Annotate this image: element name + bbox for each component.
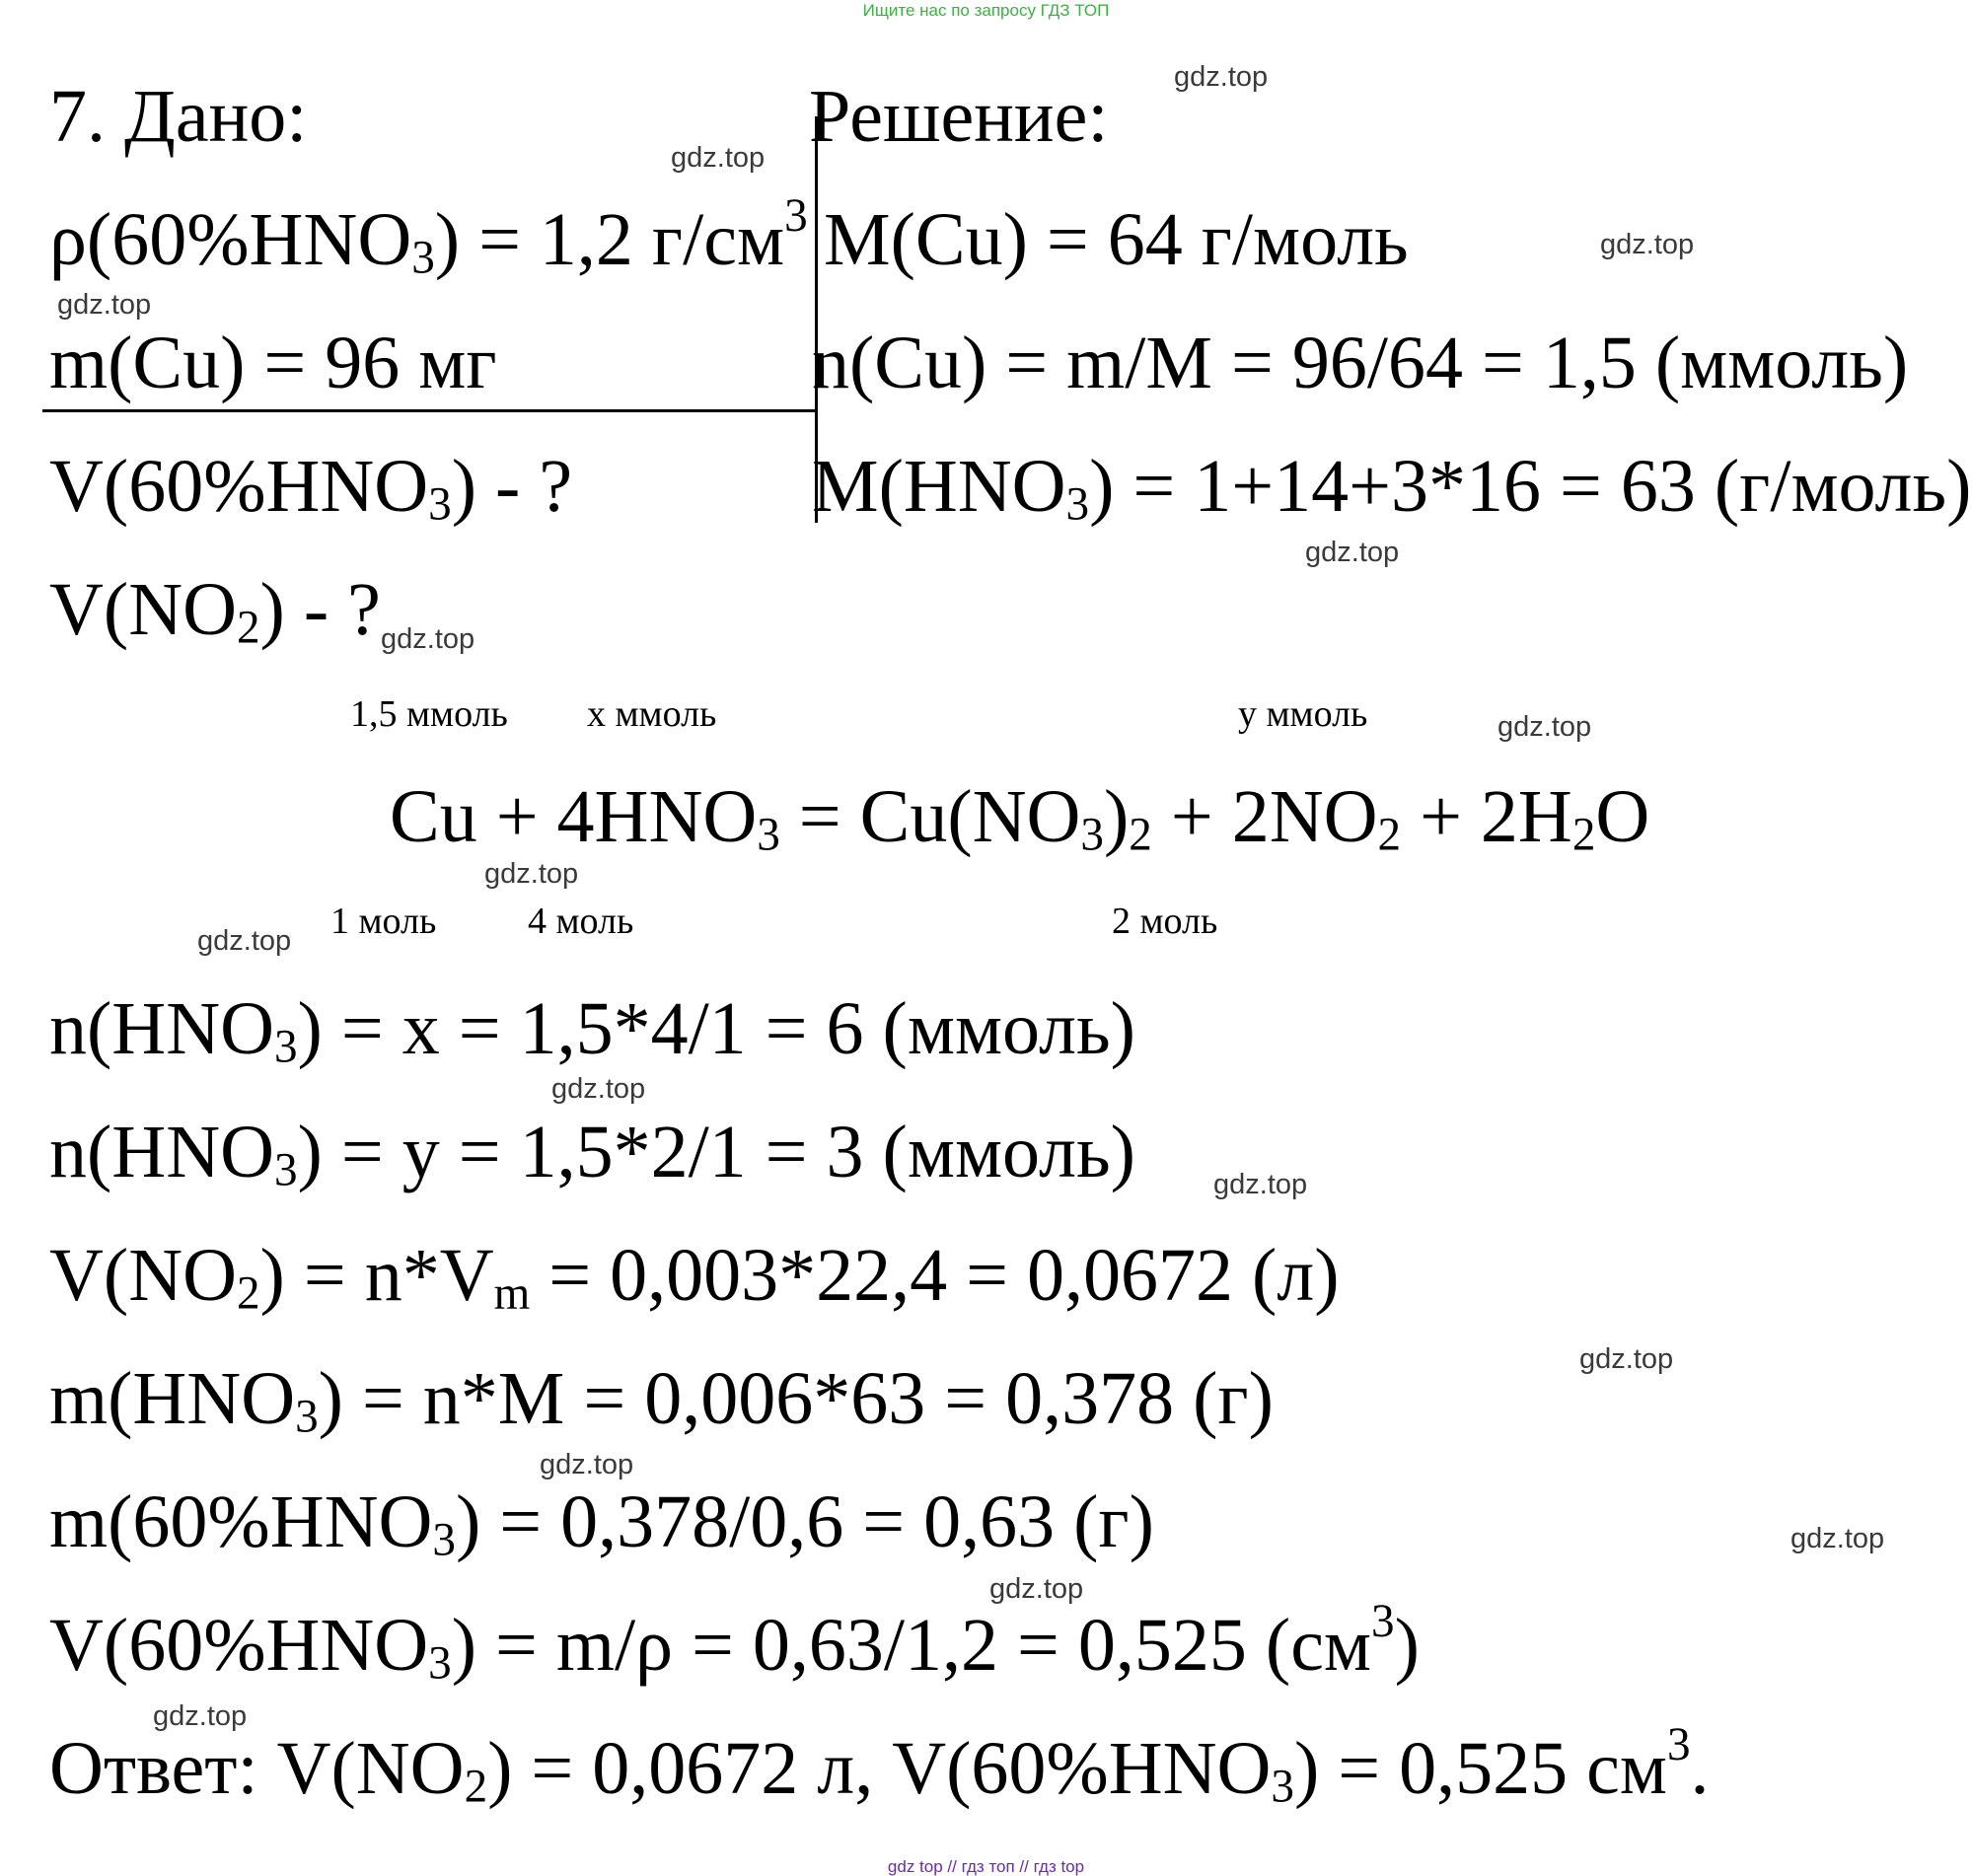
top-banner: Ищите нас по запросу ГДЗ ТОП — [862, 1, 1110, 20]
answer-part: ) = 0,0672 л, V(60%HNO — [487, 1727, 1272, 1810]
calc-line-mass-hno3 — [49, 1357, 1274, 1443]
reaction-equation — [390, 775, 1650, 861]
watermark: gdz.top — [381, 623, 475, 655]
answer-part: ) = 0,525 см — [1293, 1727, 1667, 1810]
superscript: 3 — [1666, 1719, 1691, 1771]
watermark: gdz.top — [1174, 61, 1269, 93]
solution-molar-cu: M(Cu) = 64 г/моль — [824, 198, 1409, 281]
watermark: gdz.top — [484, 858, 579, 890]
watermark: gdz.top — [57, 289, 152, 321]
calc-line-volume-solution — [49, 1596, 1420, 1690]
equation-part: = Cu(NO — [779, 775, 1081, 858]
equation-below-cu: 1 моль — [330, 901, 437, 942]
subscript: 3 — [273, 1021, 298, 1073]
solution-molar-hno3 — [812, 445, 1972, 531]
watermark: gdz.top — [153, 1700, 248, 1732]
watermark: gdz.top — [540, 1449, 634, 1480]
subscript: 3 — [757, 809, 780, 861]
subscript: 3 — [295, 1391, 319, 1443]
watermark: gdz.top — [551, 1073, 646, 1105]
calc-part: m(60%HNO — [49, 1480, 433, 1563]
subscript: 3 — [1065, 478, 1090, 531]
molar-part: M(HNO — [812, 445, 1066, 528]
given-find-volume-no2 — [49, 568, 381, 654]
superscript: 3 — [1371, 1596, 1395, 1648]
find-part: ) - ? — [259, 568, 381, 651]
watermark: gdz.top — [197, 925, 292, 957]
subscript: m — [493, 1267, 531, 1320]
subscript: 3 — [1080, 809, 1104, 861]
superscript: 3 — [784, 190, 808, 243]
equation-part: ) — [1103, 775, 1130, 858]
calc-part: n(HNO — [49, 1111, 274, 1193]
calc-part: ) = n*V — [259, 1234, 494, 1317]
given-density-part: ρ(60%HNO — [49, 198, 412, 281]
given-density — [49, 190, 808, 284]
calc-part: ) = m/ρ = 0,63/1,2 = 0,525 (см — [451, 1604, 1372, 1687]
equation-above-hno3: х ммоль — [587, 693, 717, 735]
watermark: gdz.top — [1213, 1169, 1308, 1200]
solution-title: Решение: — [809, 75, 1109, 158]
calc-part: ) = n*M = 0,006*63 = 0,378 (г) — [318, 1357, 1274, 1440]
subscript: 3 — [432, 1514, 456, 1566]
equation-part: + 2H — [1401, 775, 1572, 858]
solution-n-cu: n(Cu) = m/M = 96/64 = 1,5 (ммоль) — [812, 322, 1909, 404]
calc-part: m(HNO — [49, 1357, 296, 1440]
watermark: gdz.top — [989, 1573, 1084, 1605]
calc-part: ) = 0,378/0,6 = 0,63 (г) — [455, 1480, 1154, 1563]
given-title: 7. Дано: — [49, 75, 308, 158]
subscript: 3 — [428, 1637, 452, 1690]
equation-below-hno3: 4 моль — [528, 901, 634, 942]
calc-part: ) — [1394, 1604, 1420, 1687]
subscript: 2 — [1571, 809, 1596, 861]
answer-part: . — [1690, 1727, 1710, 1810]
subscript: 3 — [428, 478, 452, 531]
watermark: gdz.top — [1600, 229, 1695, 260]
subscript: 3 — [1271, 1761, 1294, 1813]
given-mass-cu: m(Cu) = 96 мг — [49, 322, 497, 404]
equation-part: O — [1595, 775, 1650, 858]
equation-part: Cu + 4HNO — [390, 775, 758, 858]
equation-part: + 2NO — [1151, 775, 1378, 858]
find-part: ) - ? — [451, 445, 573, 528]
watermark: gdz.top — [1497, 711, 1592, 743]
bottom-banner: gdz top // гдз топ // гдз top — [887, 1857, 1085, 1876]
subscript: 2 — [236, 602, 260, 654]
calc-part: = 0,003*22,4 = 0,0672 (л) — [530, 1234, 1340, 1317]
subscript: 2 — [1377, 809, 1402, 861]
subscript: 3 — [273, 1144, 298, 1196]
calc-line-n-hno3-y — [49, 1111, 1135, 1196]
given-find-volume-acid — [49, 445, 573, 531]
given-divider-line — [42, 409, 817, 412]
subscript: 3 — [411, 232, 435, 284]
subscript: 2 — [236, 1267, 260, 1320]
calc-part: ) = y = 1,5*2/1 = 3 (ммоль) — [297, 1111, 1135, 1193]
watermark: gdz.top — [1579, 1343, 1674, 1375]
answer-line — [49, 1719, 1710, 1813]
equation-above-cu: 1,5 ммоль — [350, 693, 508, 735]
calc-line-volume-no2 — [49, 1234, 1340, 1320]
calc-line-mass-solution — [49, 1480, 1154, 1566]
subscript: 2 — [1129, 809, 1152, 861]
subscript: 2 — [464, 1761, 488, 1813]
calc-part: ) = x = 1,5*4/1 = 6 (ммоль) — [297, 987, 1135, 1070]
equation-above-no2: у ммоль — [1238, 693, 1368, 735]
watermark: gdz.top — [1305, 537, 1400, 568]
calc-part: V(60%HNO — [49, 1604, 429, 1687]
molar-part: ) = 1+14+3*16 = 63 (г/моль) — [1089, 445, 1972, 528]
watermark: gdz.top — [1790, 1523, 1885, 1554]
given-density-part: ) = 1,2 г/см — [434, 198, 785, 281]
calc-part: V(NO — [49, 1234, 237, 1317]
find-part: V(NO — [49, 568, 237, 651]
equation-below-no2: 2 моль — [1112, 901, 1218, 942]
calc-part: n(HNO — [49, 987, 274, 1070]
calc-line-n-hno3-x — [49, 987, 1135, 1073]
watermark: gdz.top — [671, 142, 766, 174]
answer-part: Ответ: V(NO — [49, 1727, 465, 1810]
find-part: V(60%HNO — [49, 445, 429, 528]
